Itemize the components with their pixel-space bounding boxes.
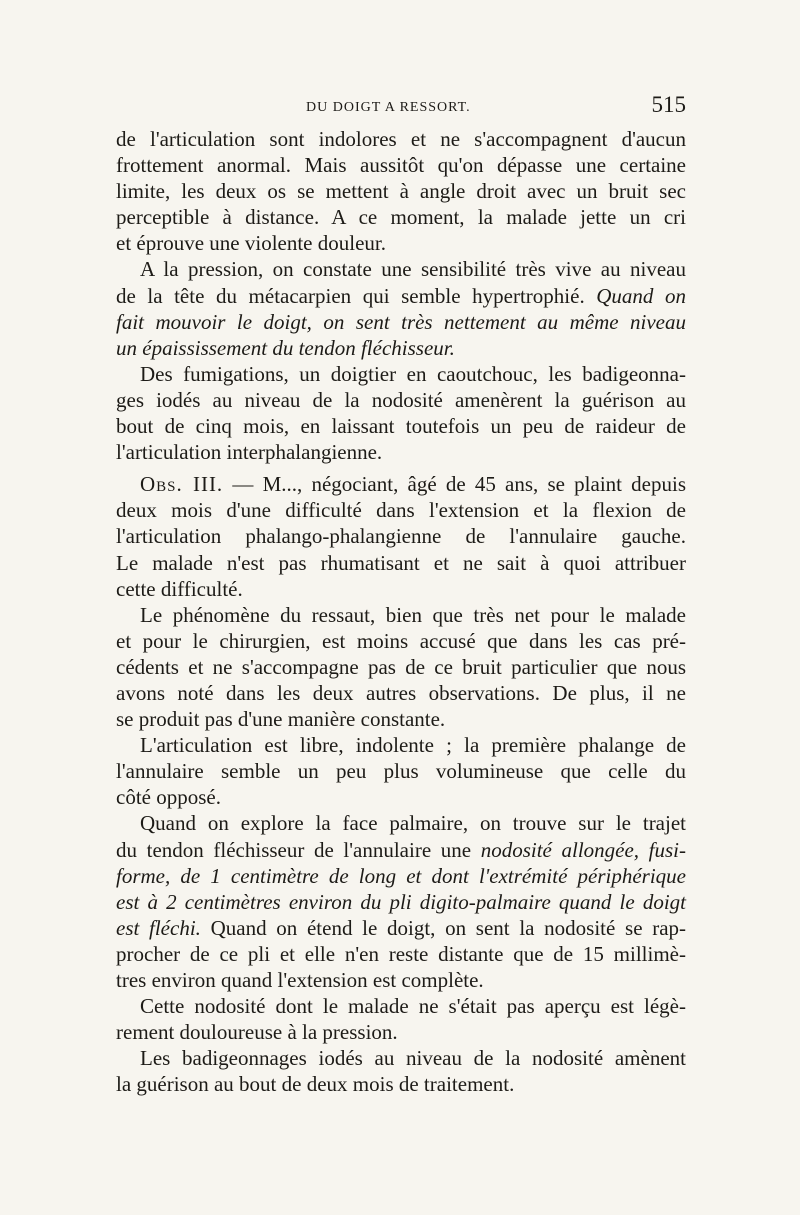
page-header	[116, 92, 686, 126]
text-line: deux mois d'une difficulté dans l'extension et la flexion de	[116, 498, 686, 523]
italic-span: un épaississement du tendon fléchisseur.	[116, 335, 455, 360]
italic-span: fait mouvoir le doigt, on sent très nettement au même niveau	[116, 309, 686, 334]
body-text	[116, 126, 686, 1097]
text-line	[116, 863, 686, 889]
text-line	[116, 915, 686, 941]
running-title: DU DOIGT A RESSORT.	[306, 100, 471, 115]
text-line: Cette nodosité dont le malade ne s'était pas aperçu est légè-	[140, 994, 686, 1019]
text-line: Le malade n'est pas rhumatisant et ne sait à quoi attribuer	[116, 550, 686, 575]
text-line: cette difficulté.	[116, 576, 243, 601]
text-span: Quand on étend le doigt, on sent la nodosité se rap-	[210, 915, 687, 940]
text-line: A la pression, on constate une sensibilité très vive au niveau	[140, 257, 686, 282]
text-line: se produit pas d'une manière constante.	[116, 707, 446, 732]
text-line	[116, 309, 686, 335]
text-line: tres environ quand l'extension est complète.	[116, 968, 484, 992]
text-line: et éprouve une violente douleur.	[116, 231, 386, 256]
text-line: Des fumigations, un doigtier en caoutchouc, les badigeonna-	[140, 361, 686, 386]
text-line: l'annulaire semble un peu plus volumineuse que celle du	[116, 759, 686, 784]
italic-span: Quand on	[596, 283, 686, 308]
text-line: l'articulation phalango-phalangienne de l'annulaire gauche.	[116, 524, 686, 549]
italic-span: forme, de 1 centimètre de long et dont l'extrémité périphérique	[116, 863, 686, 888]
text-line: bout de cinq mois, en laissant toutefois un peu de raideur de	[116, 414, 686, 439]
text-line	[116, 471, 686, 497]
text-span: — M..., négociant, âgé de 45 ans, se plaint depuis	[232, 472, 687, 497]
text-line	[116, 889, 686, 915]
text-line: rement douloureuse à la pression.	[116, 1020, 398, 1045]
text-line: ges iodés au niveau de la nodosité amenèrent la guérison au	[116, 387, 686, 412]
text-line	[116, 837, 686, 863]
text-line: cédents et ne s'accompagne pas de ce bruit particulier que nous	[116, 654, 686, 679]
text-line: l'articulation interphalangienne.	[116, 440, 383, 465]
text-line: et pour le chirurgien, est moins accusé que dans les cas pré-	[116, 628, 686, 653]
observation-label: Obs. III.	[140, 472, 224, 497]
text-line: la guérison au bout de deux mois de traitement.	[116, 1072, 515, 1097]
text-line: avons noté dans les deux autres observations. De plus, il ne	[116, 680, 686, 705]
italic-span: est à 2 centimètres environ du pli digito-palmaire quand le doigt	[116, 889, 686, 914]
text-line	[116, 335, 686, 361]
text-span: du tendon fléchisseur de l'annulaire une	[116, 837, 472, 862]
text-line: Le phénomène du ressaut, bien que très net pour le malade	[140, 602, 686, 627]
page-number: 515	[651, 92, 686, 117]
text-span: de la tête du métacarpien qui semble hypertrophié.	[116, 283, 585, 308]
text-line: côté opposé.	[116, 785, 221, 810]
text-line: Les badigeonnages iodés au niveau de la nodosité amènent	[140, 1046, 686, 1071]
text-line: de l'articulation sont indolores et ne s'accompagnent d'aucun	[116, 127, 686, 151]
text-line	[116, 283, 686, 309]
text-line: frottement anormal. Mais aussitôt qu'on dépasse une certaine	[116, 153, 686, 178]
text-line: perceptible à distance. A ce moment, la malade jette un cri	[116, 205, 686, 230]
text-line: limite, les deux os se mettent à angle droit avec un bruit sec	[116, 179, 686, 204]
italic-span: nodosité allongée, fusi-	[480, 837, 686, 862]
text-line: L'articulation est libre, indolente ; la première phalange de	[140, 733, 686, 758]
italic-span: est fléchi.	[116, 915, 201, 940]
text-line: procher de ce pli et elle n'en reste distante que de 15 millimè-	[116, 941, 686, 966]
text-line: Quand on explore la face palmaire, on trouve sur le trajet	[140, 811, 686, 836]
